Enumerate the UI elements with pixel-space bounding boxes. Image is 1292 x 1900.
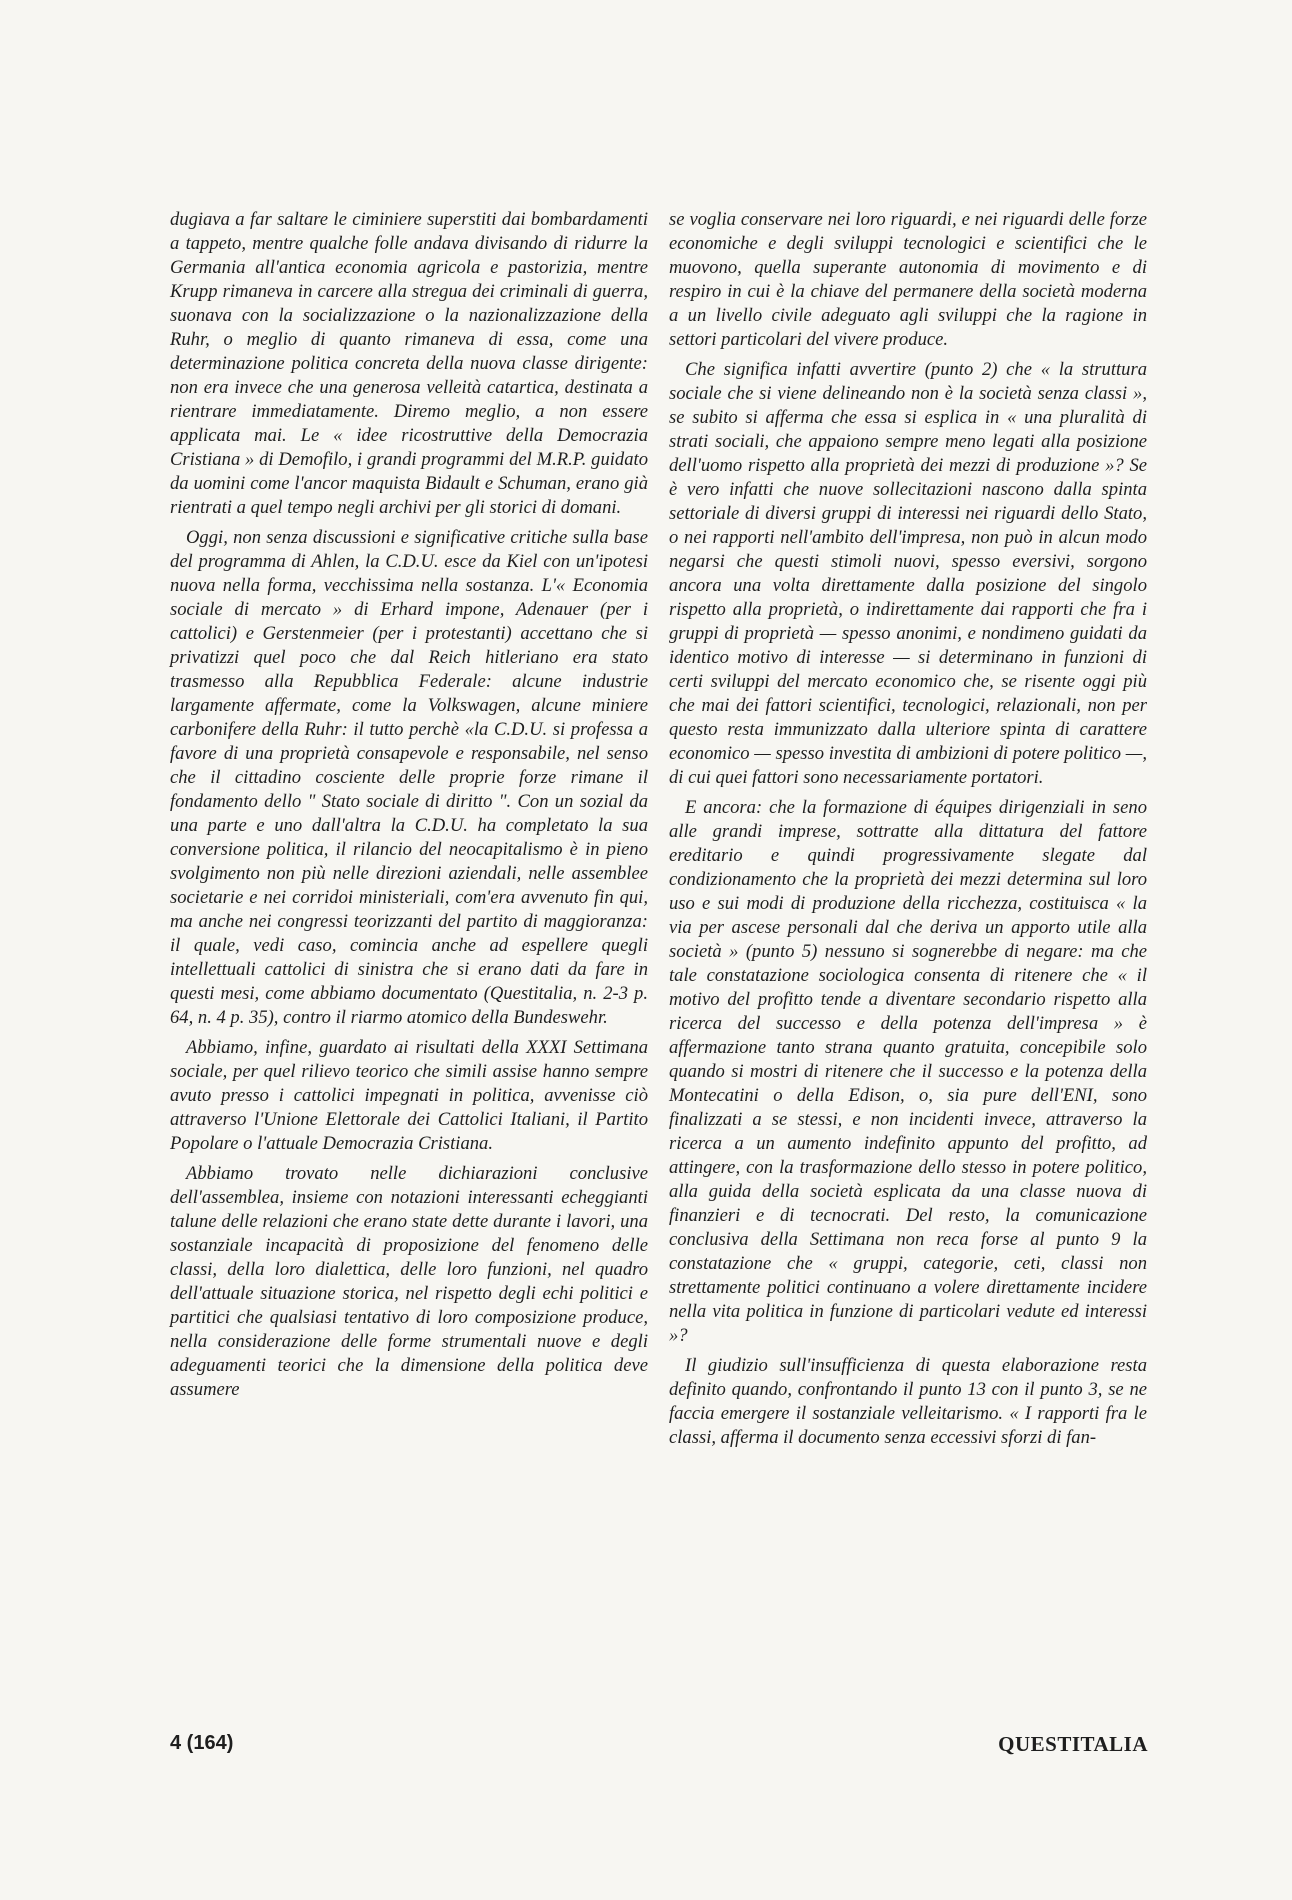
paragraph: Abbiamo trovato nelle dichiarazioni conclusive dell'assemblea, insieme con notazioni interessanti echeggianti talune delle relazioni che erano state dette durante i lavori, una sostanziale incapacità di proposizione del fenomeno delle classi, della loro dialettica, delle loro funzioni, nel quadro dell'attuale situazione storica, nel rispetto degli echi politici e partitici che qualsiasi tentativo di loro composizione produce, nella considerazione delle forme strumentali nuove e degli adeguamenti teorici che la dimensione della politica deve assumere — [170, 1163, 648, 1400]
paragraph: E ancora: che la formazione di équipes dirigenziali in seno alle grandi imprese, sottratte alla dittatura del fattore ereditario e quindi progressivamente slegate dal condizionamento che la proprietà dei mezzi determina sul loro uso e sui modi di produzione della ricchezza, costituisca « la via per ascese personali dal che deriva un apporto utile alla società » (punto 5) nessuno si sognerebbe di negare: ma che tale constatazione sociologica consenta di ritenere che « il motivo del profitto tende a diventare secondario rispetto alla ricerca del successo e della potenza dell'impresa » è affermazione tanto strana quanto gratuita, concepibile solo quando si mostri di ritenere che il successo e la potenza della Montecatini o della Edison, o, sia pure dell'ENI, sono finalizzati a se stessi, e non incidenti invece, attraverso la ricerca a un aumento indefinito appunto del profitto, ad attingere, con la trasformazione dello stesso in potere politico, alla guida della società esplicata da una classe nuova di finanzieri e di tecnocrati. Del resto, la comunicazione conclusiva della Settimana non reca forse al punto 9 la constatazione che « gruppi, categorie, ceti, classi non strettamente politici continuano a volere direttamente incidere nella vita politica in funzione di particolari vedute ed interessi »? — [669, 797, 1147, 1346]
right-column — [669, 208, 1147, 1456]
journal-name: QUESTITALIA — [998, 1732, 1148, 1756]
paragraph: Che significa infatti avvertire (punto 2) che « la struttura sociale che si viene delineando non è la società senza classi », se subito si afferma che essa si esplica in « una pluralità di strati sociali, che appaiono sempre meno legati alla posizione dell'uomo rispetto alla proprietà dei mezzi di produzione »? Se è vero infatti che nuove sollecitazioni nascono dalla spinta settoriale di diversi gruppi di interessi nei riguardi dello Stato, o nei rapporti nell'ambito dell'impresa, non può in alcun modo negarsi che questi stimoli nuovi, spesso eversivi, sorgono ancora una volta direttamente dalla posizione del singolo rispetto alla proprietà, o indirettamente dai rapporti che fra i gruppi di proprietà — spesso anonimi, e nondimeno guidati da identico motivo di interesse — si determinano in funzioni di certi sviluppi del mercato economico che, se risente oggi più che mai dei fattori scientifici, tecnologici, relazionali, non per questo resta immunizzato dalla ulteriore spinta di carattere economico — spesso investita di ambizioni di potere politico —, di cui quei fattori sono necessariamente portatori. — [669, 359, 1147, 788]
paragraph: Il giudizio sull'insufficienza di questa elaborazione resta definito quando, confrontando il punto 13 con il punto 3, se ne faccia emergere il sostanziale velleitarismo. « I rapporti fra le classi, afferma il documento senza eccessivi sforzi di fan- — [669, 1355, 1147, 1448]
left-column — [170, 208, 648, 1408]
page-footer — [170, 1732, 1148, 1757]
page-number: 4 (164) — [170, 1732, 234, 1754]
paragraph: Oggi, non senza discussioni e significative critiche sulla base del programma di Ahlen, la C.D.U. esce da Kiel con un'ipotesi nuova nella forma, vecchissima nella sostanza. L'« Economia sociale di mercato » di Erhard impone, Adenauer (per i cattolici) e Gerstenmeier (per i protestanti) accettano che si privatizzi quel poco che dal Reich hitleriano era stato trasmesso alla Repubblica Federale: alcune industrie largamente affermate, come la Volkswagen, alcune miniere carbonifere della Ruhr: il tutto perchè «la C.D.U. si professa a favore di una proprietà consapevole e responsabile, nel senso che il cittadino cosciente delle proprie forze rimane il fondamento dello " Stato sociale di diritto ". Con un sozial da una parte e uno dall'altra la C.D.U. ha completato la sua conversione politica, il rilancio del neocapitalismo è in pieno svolgimento non più nelle direzioni aziendali, nelle assemblee societarie e nei corridoi ministeriali, com'era avvenuto fin qui, ma anche nei congressi teorizzanti del partito di maggioranza: il quale, vedi caso, comincia anche ad espellere quegli intellettuali cattolici di sinistra che si erano dati da fare in questi mesi, come abbiamo documentato (Questitalia, n. 2-3 p. 64, n. 4 p. 35), contro il riarmo atomico della Bundeswehr. — [170, 527, 648, 1028]
paragraph: dugiava a far saltare le ciminiere superstiti dai bombardamenti a tappeto, mentre qualche folle andava divisando di ridurre la Germania all'antica economia agricola e pastorizia, mentre Krupp rimaneva in carcere alla stregua dei criminali di guerra, suonava con la socializzazione o la nazionalizzazione della Ruhr, o meglio di quanto rimaneva di essa, come una determinazione politica concreta della nuova classe dirigente: non era invece che una generosa velleità catartica, destinata a rientrare immediatamente. Diremo meglio, a non essere applicata mai. Le « idee ricostruttive della Democrazia Cristiana » di Demofilo, i grandi programmi del M.R.P. guidato da uomini come l'ancor maquista Bidault e Schuman, erano già rientrati a quel tempo negli archivi per gli storici di domani. — [170, 209, 648, 518]
paragraph: Abbiamo, infine, guardato ai risultati della XXXI Settimana sociale, per quel rilievo teorico che simili assise hanno sempre avuto presso i cattolici impegnati in politica, avvenisse ciò attraverso l'Unione Elettorale dei Cattolici Italiani, il Partito Popolare o l'attuale Democrazia Cristiana. — [170, 1037, 648, 1154]
paragraph: se voglia conservare nei loro riguardi, e nei riguardi delle forze economiche e degli sviluppi tecnologici e scientifici che le muovono, quella superante autonomia di movimento e di respiro in cui è la chiave del permanere della società moderna a un livello civile adeguato agli sviluppi che la ragione in settori particolari del vivere produce. — [669, 209, 1147, 350]
